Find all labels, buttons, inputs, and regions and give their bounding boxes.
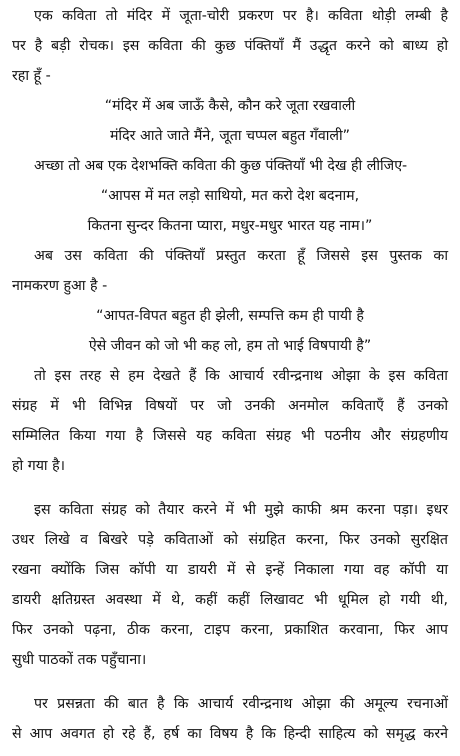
paragraph-2-line-1: अच्छा तो अब एक देशभक्ति कविता की कुछ पंक्तियाँ भी देख ही लीजिए- — [34, 158, 408, 174]
quote-2-line-2: कितना सुन्दर कितना प्यारा, मधुर-मधुर भारत यह नाम।” — [87, 218, 373, 234]
paragraph-5-line-5: फिर उनको पढ़ना, ठीक करना, टाइप करना, प्रकाशित करवाना, फिर आप — [12, 622, 448, 638]
paragraph-1-line-1: एक कविता तो मंदिर में जूता-चोरी प्रकरण पर है। कविता थोड़ी लम्बी है — [34, 8, 448, 24]
paragraph-5-line-1: इस कविता संग्रह को तैयार करने में भी मुझे काफी श्रम करना पड़ा। इधर — [34, 502, 448, 518]
paragraph-1-line-3: रहा हूँ - — [12, 68, 51, 84]
quote-1-line-1: “मंदिर में अब जाऊँ कैसे, कौन करे जूता रखवाली — [104, 98, 356, 114]
paragraph-5-line-4: डायरी क्षतिग्रस्त अवस्था में थे, कहीं कहीं लिखावट भी धूमिल हो गयी थी, — [12, 592, 448, 608]
quote-3-line-1: “आपत-विपत बहुत ही झेली, सम्पत्ति कम ही पायी है — [96, 308, 364, 324]
paragraph-4-line-4: हो गया है। — [12, 458, 66, 474]
quote-3-line-2: ऐसे जीवन को जो भी कह लो, हम तो भाई विषपायी है” — [88, 338, 372, 354]
paragraph-1-line-2: पर है बड़ी रोचक। इस कविता की कुछ पंक्तियाँ मैं उद्धृत करने को बाध्य हो — [12, 38, 448, 54]
paragraph-4-line-2: संग्रह में भी विभिन्न विषयों पर जो उनकी अनमोल कविताएँ हैं उनको — [12, 398, 448, 414]
paragraph-3-line-2: नामकरण हुआ है - — [12, 278, 108, 294]
paragraph-3-line-1: अब उस कविता की पंक्तियाँ प्रस्तुत करता हूँ जिससे इस पुस्तक का — [34, 248, 448, 264]
paragraph-6-line-2: से आप अवगत हो रहे हैं, हर्ष का विषय है कि हिन्दी साहित्य को समृद्ध करने — [12, 726, 448, 742]
paragraph-5-line-6: सुधी पाठकों तक पहुँचाना। — [12, 652, 147, 668]
quote-1-line-2: मंदिर आते जाते मैंने, जूता चप्पल बहुत गँवाली” — [109, 128, 351, 144]
paragraph-5-line-3: रखना क्योंकि जिस कॉपी या डायरी में से इन्हें निकाला गया वह कॉपी या — [12, 562, 448, 578]
paragraph-4-line-1: तो इस तरह से हम देखते हैं कि आचार्य रवीन्द्रनाथ ओझा के इस कविता — [34, 368, 448, 384]
paragraph-4-line-3: सम्मिलित किया गया है जिससे यह कविता संग्रह भी पठनीय और संग्रहणीय — [12, 428, 448, 444]
paragraph-5-line-2: उधर लिखे व बिखरे पड़े कविताओं को संग्रहित करना, फिर उनको सुरक्षित — [12, 532, 448, 548]
paragraph-6-line-1: पर प्रसन्नता की बात है कि आचार्य रवीन्द्रनाथ ओझा की अमूल्य रचनाओं — [34, 696, 448, 712]
quote-2-line-1: “आपस में मत लड़ो साथियो, मत करो देश बदनाम, — [100, 188, 360, 204]
